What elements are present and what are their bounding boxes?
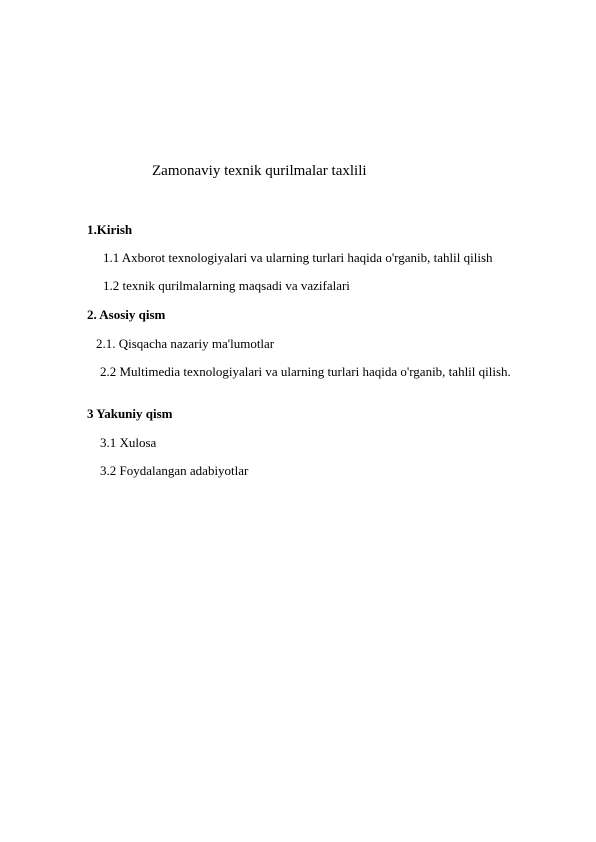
list-item: 3.1 Xulosa bbox=[100, 435, 157, 450]
list-item: 3.2 Foydalangan adabiyotlar bbox=[100, 463, 249, 478]
section-heading-introduction: 1.Kirish bbox=[87, 222, 133, 237]
list-item: 1.2 texnik qurilmalarning maqsadi va vazifalari bbox=[103, 278, 350, 293]
list-item: 2.2 Multimedia texnologiyalari va ularning turlari haqida o'rganib, tahlil qilish. bbox=[100, 364, 511, 379]
document-title: Zamonaviy texnik qurilmalar taxlili bbox=[152, 163, 367, 179]
list-item: 2.1. Qisqacha nazariy ma'lumotlar bbox=[96, 336, 275, 351]
section-heading-main-part: 2. Asosiy qism bbox=[87, 307, 166, 322]
section-heading-conclusion-part: 3 Yakuniy qism bbox=[87, 406, 173, 421]
list-item: 1.1 Axborot texnologiyalari va ularning turlari haqida o'rganib, tahlil qilish bbox=[103, 250, 493, 265]
